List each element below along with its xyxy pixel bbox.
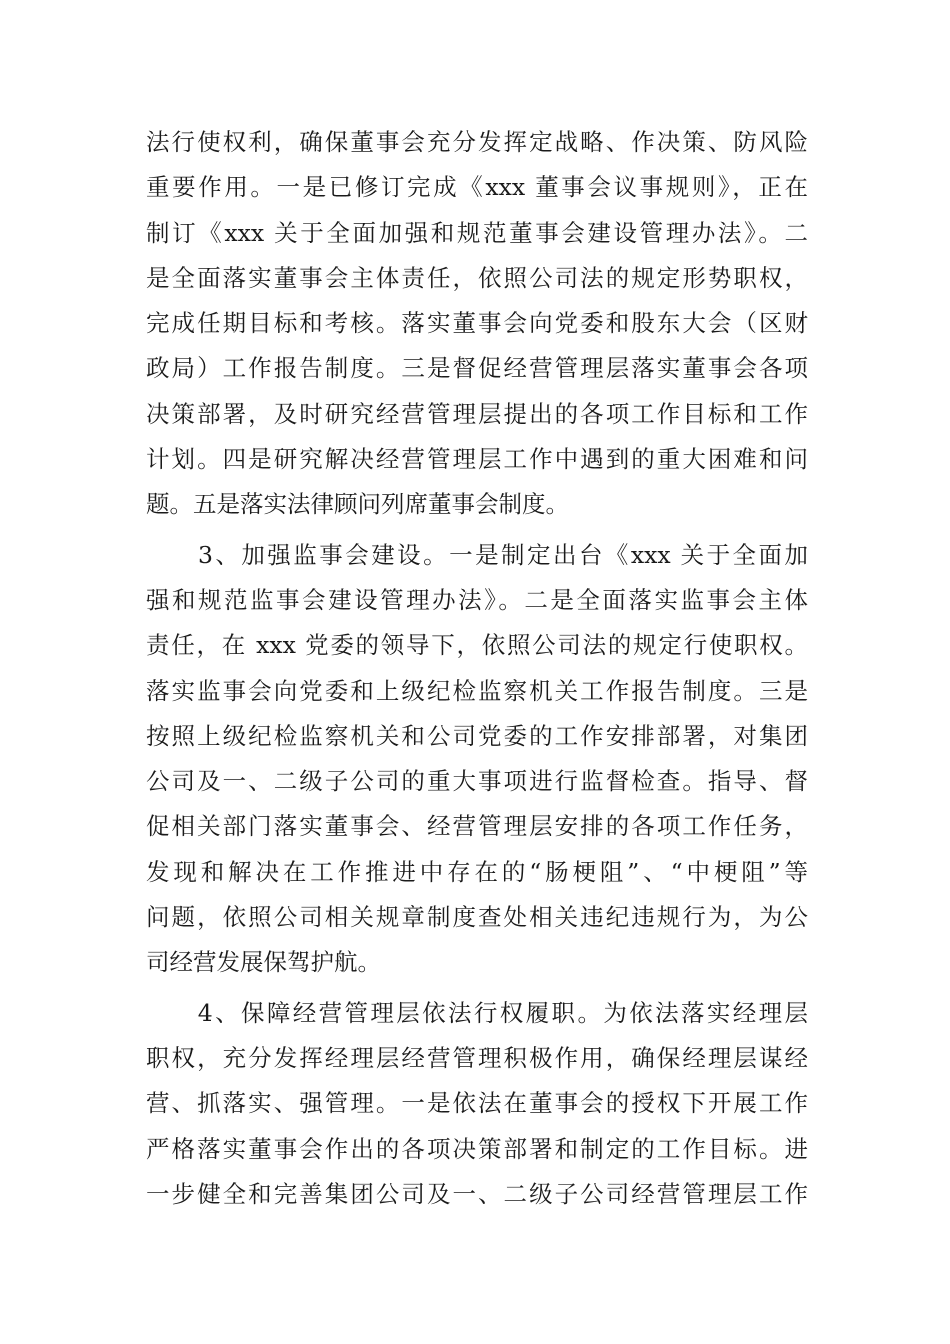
text-line: 法行使权利，确保董事会充分发挥定战略、作决策、防风险 xyxy=(146,128,808,156)
text-line: 重要作用。一是已修订完成《xxx 董事会议事规则》，正在 xyxy=(146,173,808,202)
document-body xyxy=(146,120,808,1217)
text-line: 政局）工作报告制度。三是督促经营管理层落实董事会各项 xyxy=(146,354,808,383)
text-line: 司经营发展保驾护航。 xyxy=(146,948,381,977)
text-line: 职权，充分发挥经理层经营管理积极作用，确保经理层谋经 xyxy=(146,1043,808,1072)
paragraph-management xyxy=(146,991,808,1217)
text-line: 营、抓落实、强管理。一是依法在董事会的授权下开展工作 xyxy=(146,1089,808,1118)
text-line: 发现和解决在工作推进中存在的“肠梗阻”、“中梗阻”等 xyxy=(146,857,808,886)
paragraph-board-of-directors xyxy=(146,120,808,528)
text-line: 促相关部门落实董事会、经营管理层安排的各项工作任务， xyxy=(146,812,808,841)
text-line: 责任，在 xxx 党委的领导下，依照公司法的规定行使职权。 xyxy=(146,631,808,660)
text-line: 3、加强监事会建设。一是制定出台《xxx 关于全面加 xyxy=(146,540,808,569)
text-line: 按照上级纪检监察机关和公司党委的工作安排部署，对集团 xyxy=(146,721,808,750)
text-line: 完成任期目标和考核。落实董事会向党委和股东大会（区财 xyxy=(146,309,808,338)
text-line: 4、保障经营管理层依法行权履职。为依法落实经理层 xyxy=(146,998,808,1027)
text-line: 一步健全和完善集团公司及一、二级子公司经营管理层工作 xyxy=(146,1179,808,1208)
text-line: 题。五是落实法律顾问列席董事会制度。 xyxy=(146,490,569,519)
text-line: 落实监事会向党委和上级纪检监察机关工作报告制度。三是 xyxy=(146,676,808,705)
text-line: 决策部署，及时研究经营管理层提出的各项工作目标和工作 xyxy=(146,399,808,428)
text-line: 制订《xxx 关于全面加强和规范董事会建设管理办法》。二 xyxy=(146,218,808,247)
paragraph-board-of-supervisors xyxy=(146,533,808,986)
text-line: 公司及一、二级子公司的重大事项进行监督检查。指导、督 xyxy=(146,767,808,796)
text-line: 计划。四是研究解决经营管理层工作中遇到的重大困难和问 xyxy=(146,445,808,474)
text-line: 问题，依照公司相关规章制度查处相关违纪违规行为，为公 xyxy=(146,903,808,932)
text-line: 强和规范监事会建设管理办法》。二是全面落实监事会主体 xyxy=(146,585,808,614)
text-line: 严格落实董事会作出的各项决策部署和制定的工作目标。进 xyxy=(146,1134,808,1163)
text-line: 是全面落实董事会主体责任，依照公司法的规定形势职权， xyxy=(146,263,808,292)
